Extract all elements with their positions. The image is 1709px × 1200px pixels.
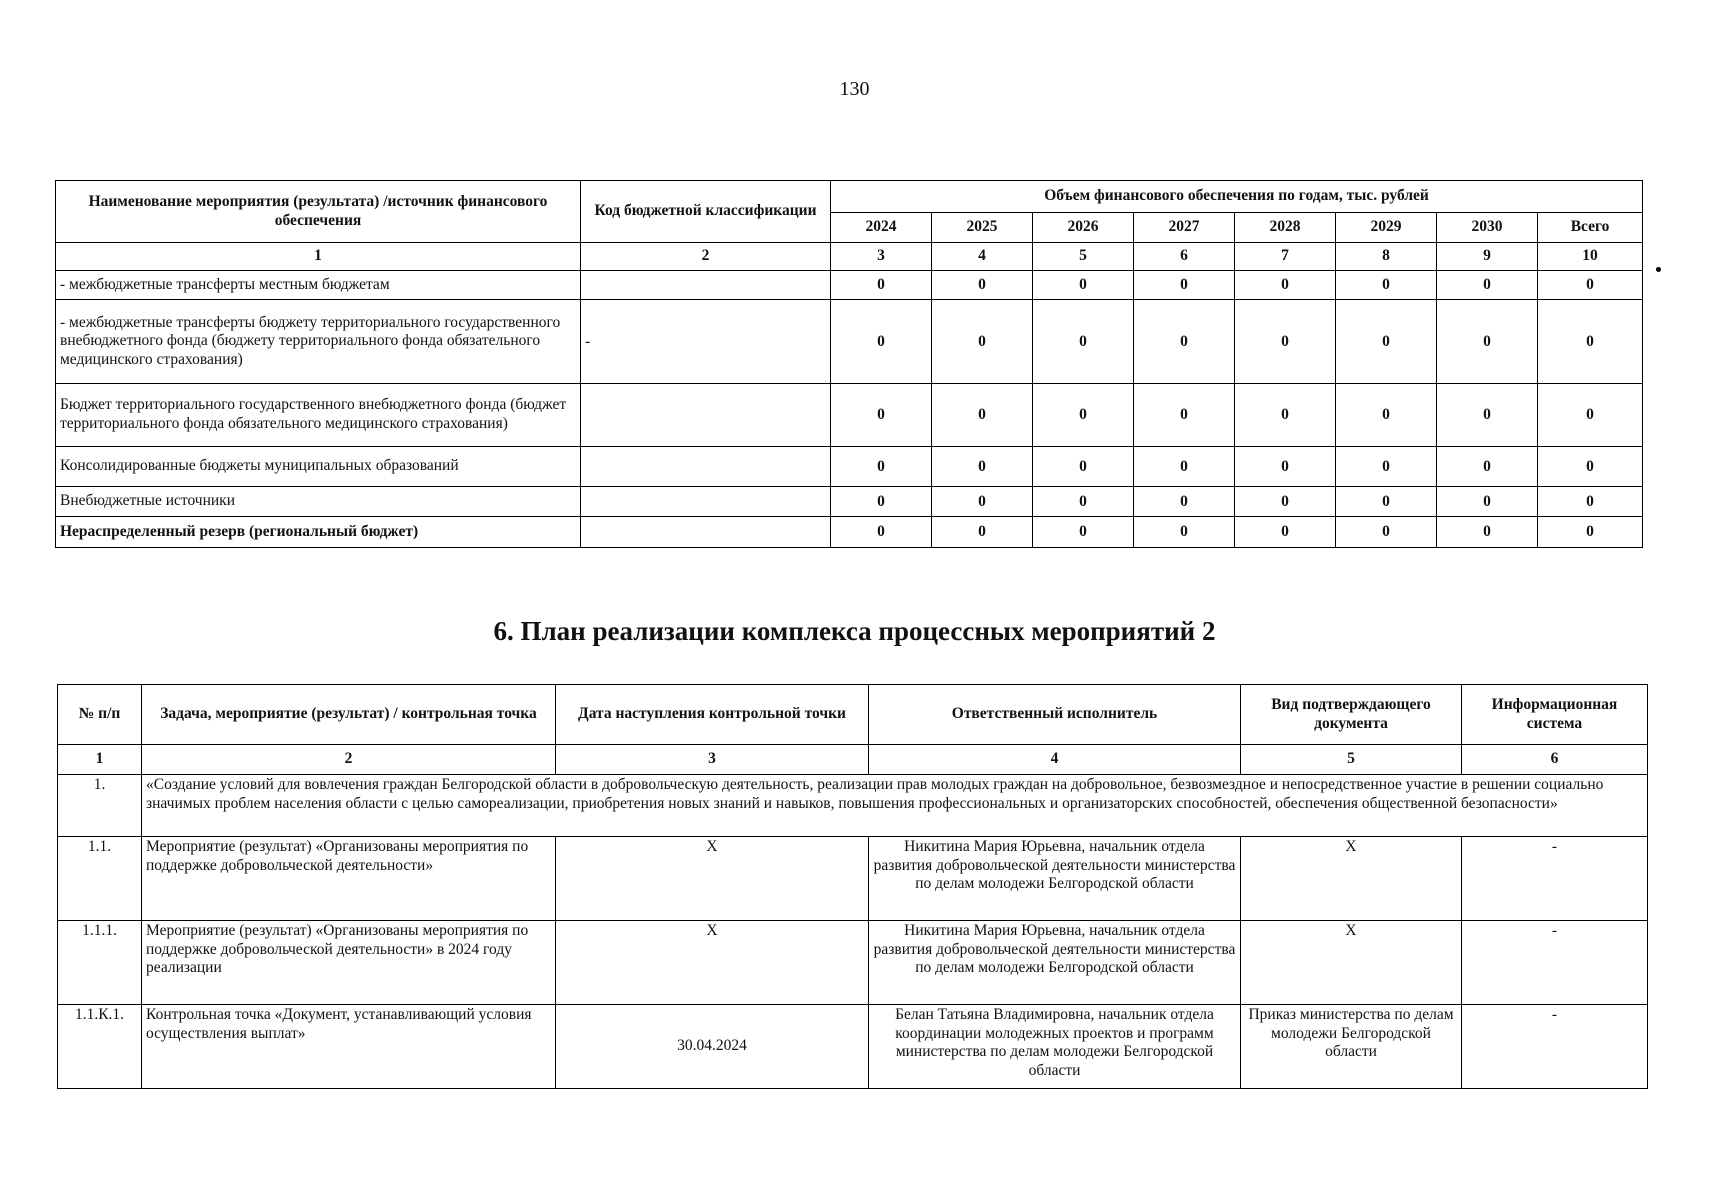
stray-dot <box>1656 267 1661 272</box>
row-value: 0 <box>831 517 932 548</box>
row-num: 1.1. <box>58 837 142 921</box>
row-name: Консолидированные бюджеты муниципальных образований <box>56 447 581 487</box>
row-value: 0 <box>932 300 1033 384</box>
row-value: 0 <box>1437 384 1538 447</box>
col-number: 5 <box>1033 243 1134 271</box>
row-responsible: Белан Татьяна Владимировна, начальник отдела координации молодежных проектов и программ министерства по делам молодежи Белгородской области <box>869 1005 1241 1089</box>
row-value: 0 <box>1538 271 1643 300</box>
row-num: 1.1.К.1. <box>58 1005 142 1089</box>
plan-table <box>57 684 1648 1089</box>
col-number: 9 <box>1437 243 1538 271</box>
row-value: 0 <box>1033 447 1134 487</box>
row-value: 0 <box>1033 300 1134 384</box>
row-code <box>581 517 831 548</box>
row-name: - межбюджетные трансферты бюджету территориального государственного внебюджетного фонда (бюджету территориального фонда обязательного медицинского страхования) <box>56 300 581 384</box>
header-year: 2026 <box>1033 213 1134 243</box>
row-value: 0 <box>932 447 1033 487</box>
row-code <box>581 447 831 487</box>
row-value: 0 <box>1538 300 1643 384</box>
row-value: 0 <box>1437 300 1538 384</box>
row-task: Контрольная точка «Документ, устанавливающий условия осуществления выплат» <box>142 1005 556 1089</box>
row-code <box>581 487 831 517</box>
row-value: 0 <box>1437 271 1538 300</box>
header-date: Дата наступления контрольной точки <box>556 685 869 745</box>
row-name: Внебюджетные источники <box>56 487 581 517</box>
row-value: 0 <box>831 487 932 517</box>
task-text: «Создание условий для вовлечения граждан Белгородской области в добровольческую деятельность, реализации прав молодых граждан на добровольное, безвозмездное и непосредственное участие в решении социально значимых проблем населения области с целью самореализации, приобретения новых знаний и навыков, повышения профессиональных и организаторских способностей, обеспечения общественной безопасности» <box>142 775 1648 837</box>
row-value: 0 <box>1235 300 1336 384</box>
col-number: 4 <box>932 243 1033 271</box>
row-value: 0 <box>1336 384 1437 447</box>
task-num: 1. <box>58 775 142 837</box>
row-value: 0 <box>831 300 932 384</box>
row-value: 0 <box>1134 384 1235 447</box>
row-value: 0 <box>1235 271 1336 300</box>
col-number: 2 <box>142 745 556 775</box>
row-value: 0 <box>1134 517 1235 548</box>
row-value: 0 <box>1235 384 1336 447</box>
row-name: Нераспределенный резерв (региональный бюджет) <box>56 517 581 548</box>
row-task: Мероприятие (результат) «Организованы мероприятия по поддержке добровольческой деятельности» в 2024 году реализации <box>142 921 556 1005</box>
header-code: Код бюджетной классификации <box>581 181 831 243</box>
col-number: 6 <box>1134 243 1235 271</box>
row-value: 0 <box>1134 487 1235 517</box>
header-name: Наименование мероприятия (результата) /источник финансового обеспечения <box>56 181 581 243</box>
row-task: Мероприятие (результат) «Организованы мероприятия по поддержке добровольческой деятельности» <box>142 837 556 921</box>
col-number: 4 <box>869 745 1241 775</box>
row-info-system: - <box>1462 921 1648 1005</box>
row-value: 0 <box>932 271 1033 300</box>
table-row <box>58 921 1648 1005</box>
row-num: 1.1.1. <box>58 921 142 1005</box>
row-doc-type: X <box>1241 921 1462 1005</box>
row-value: 0 <box>1033 487 1134 517</box>
row-doc-type: X <box>1241 837 1462 921</box>
header-responsible: Ответственный исполнитель <box>869 685 1241 745</box>
col-number: 7 <box>1235 243 1336 271</box>
row-value: 0 <box>1336 447 1437 487</box>
section-title: 6. План реализации комплекса процессных мероприятий 2 <box>493 616 1216 646</box>
header-task: Задача, мероприятие (результат) / контрольная точка <box>142 685 556 745</box>
table-row <box>56 384 1643 447</box>
row-value: 0 <box>1336 517 1437 548</box>
row-value: 0 <box>1538 517 1643 548</box>
col-number: 3 <box>556 745 869 775</box>
row-value: 0 <box>1437 447 1538 487</box>
row-value: 0 <box>1033 517 1134 548</box>
row-value: 0 <box>1033 271 1134 300</box>
row-code: - <box>581 300 831 384</box>
row-value: 0 <box>1235 447 1336 487</box>
header-num: № п/п <box>58 685 142 745</box>
header-info-system: Информационная система <box>1462 685 1648 745</box>
col-number: 3 <box>831 243 932 271</box>
header-year: 2029 <box>1336 213 1437 243</box>
row-date: X <box>556 837 869 921</box>
header-volume: Объем финансового обеспечения по годам, тыс. рублей <box>831 181 1643 213</box>
row-value: 0 <box>1336 300 1437 384</box>
row-value: 0 <box>1134 271 1235 300</box>
row-value: 0 <box>1437 517 1538 548</box>
table-row <box>56 447 1643 487</box>
row-value: 0 <box>831 384 932 447</box>
row-date: 30.04.2024 <box>556 1005 869 1089</box>
row-name: Бюджет территориального государственного внебюджетного фонда (бюджет территориального фонда обязательного медицинского страхования) <box>56 384 581 447</box>
header-year: 2028 <box>1235 213 1336 243</box>
row-value: 0 <box>1134 447 1235 487</box>
row-value: 0 <box>932 487 1033 517</box>
col-number: 2 <box>581 243 831 271</box>
header-year: 2025 <box>932 213 1033 243</box>
row-responsible: Никитина Мария Юрьевна, начальник отдела развития добровольческой деятельности министерства по делам молодежи Белгородской области <box>869 837 1241 921</box>
table-row <box>58 837 1648 921</box>
row-name: - межбюджетные трансферты местным бюджетам <box>56 271 581 300</box>
col-number: 5 <box>1241 745 1462 775</box>
table-row <box>58 1005 1648 1089</box>
row-value: 0 <box>1134 300 1235 384</box>
row-code <box>581 384 831 447</box>
row-code <box>581 271 831 300</box>
row-value: 0 <box>1235 517 1336 548</box>
row-value: 0 <box>1033 384 1134 447</box>
task-row <box>58 775 1648 837</box>
row-value: 0 <box>932 384 1033 447</box>
row-responsible: Никитина Мария Юрьевна, начальник отдела развития добровольческой деятельности министерства по делам молодежи Белгородской области <box>869 921 1241 1005</box>
row-value: 0 <box>1538 447 1643 487</box>
table-row <box>56 487 1643 517</box>
col-number: 1 <box>56 243 581 271</box>
table-row <box>56 517 1643 548</box>
table-row <box>56 300 1643 384</box>
header-year: 2027 <box>1134 213 1235 243</box>
row-date: X <box>556 921 869 1005</box>
header-total: Всего <box>1538 213 1643 243</box>
col-number: 1 <box>58 745 142 775</box>
row-info-system: - <box>1462 837 1648 921</box>
col-number: 8 <box>1336 243 1437 271</box>
col-number: 10 <box>1538 243 1643 271</box>
row-info-system: - <box>1462 1005 1648 1089</box>
row-value: 0 <box>1437 487 1538 517</box>
row-value: 0 <box>932 517 1033 548</box>
row-value: 0 <box>1538 487 1643 517</box>
header-year: 2024 <box>831 213 932 243</box>
row-value: 0 <box>831 271 932 300</box>
row-value: 0 <box>1235 487 1336 517</box>
row-value: 0 <box>1336 487 1437 517</box>
financing-table <box>55 180 1643 548</box>
row-value: 0 <box>1336 271 1437 300</box>
header-doc-type: Вид подтверждающего документа <box>1241 685 1462 745</box>
col-number: 6 <box>1462 745 1648 775</box>
row-doc-type: Приказ министерства по делам молодежи Белгородской области <box>1241 1005 1462 1089</box>
page-number: 130 <box>839 78 870 100</box>
table-row <box>56 271 1643 300</box>
row-value: 0 <box>1538 384 1643 447</box>
header-year: 2030 <box>1437 213 1538 243</box>
row-value: 0 <box>831 447 932 487</box>
